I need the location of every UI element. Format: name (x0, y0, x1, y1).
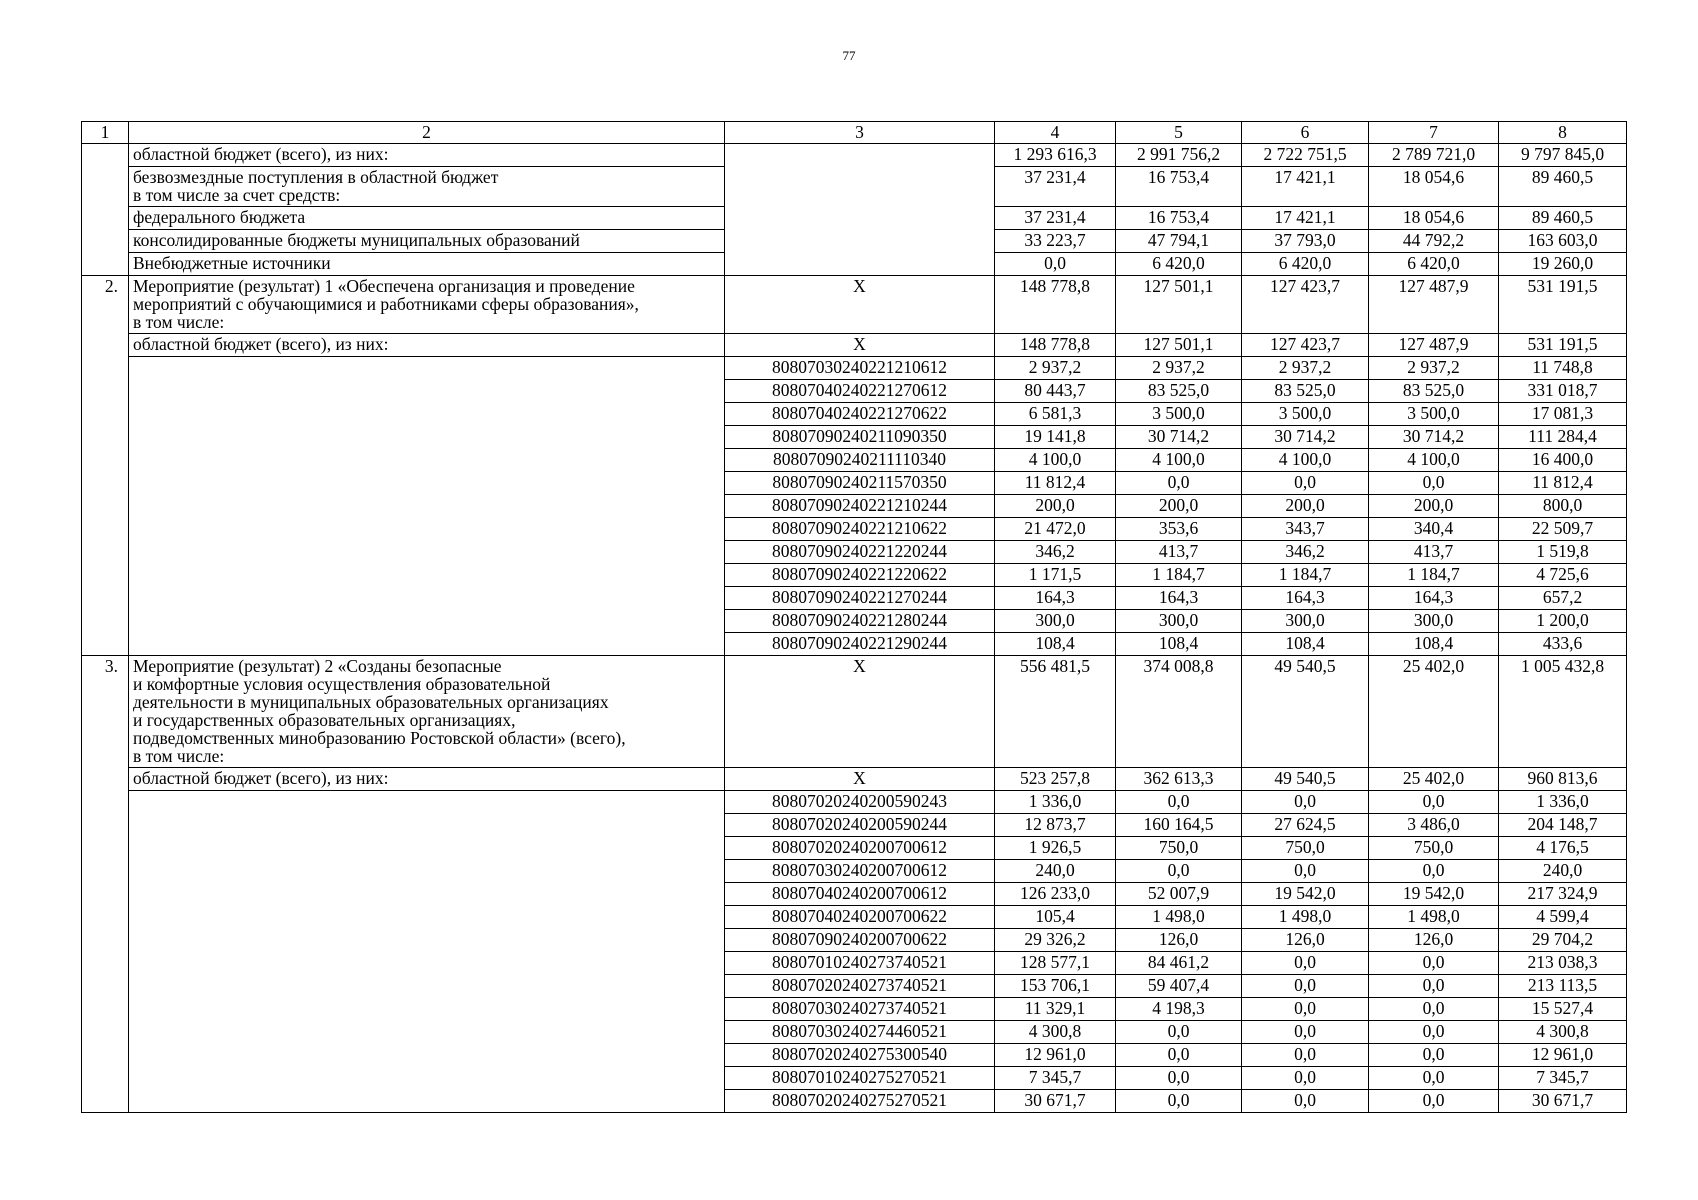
measure-title-cell (129, 656, 725, 768)
value-cell-col8: 22 509,7 (1499, 518, 1627, 541)
value-cell-col7: 18 054,6 (1369, 167, 1499, 207)
value-cell-col7: 4 100,0 (1369, 449, 1499, 472)
value-cell-col4: 200,0 (995, 495, 1116, 518)
label-cell (129, 791, 725, 1113)
value-cell-col5: 127 501,1 (1116, 276, 1242, 334)
header-cell-7: 7 (1369, 122, 1499, 144)
value-cell-col8: 15 527,4 (1499, 998, 1627, 1021)
budget-code-cell: 80807090240221210622 (725, 518, 995, 541)
value-cell-col5: 0,0 (1116, 1021, 1242, 1044)
value-cell-col6: 17 421,1 (1242, 207, 1369, 230)
header-cell-2: 2 (129, 122, 725, 144)
value-cell-col8: 331 018,7 (1499, 380, 1627, 403)
value-cell-col4: 29 326,2 (995, 929, 1116, 952)
value-cell-col4: 164,3 (995, 587, 1116, 610)
value-cell-col8: 19 260,0 (1499, 253, 1627, 276)
title-line: подведомственных минобразованию Ростовской области» (всего), (133, 728, 626, 748)
value-cell-col7: 3 486,0 (1369, 814, 1499, 837)
budget-code-cell: 80807090240221220622 (725, 564, 995, 587)
value-cell-col4: 4 300,8 (995, 1021, 1116, 1044)
value-cell-col7: 0,0 (1369, 998, 1499, 1021)
group3-code-row (82, 791, 1627, 814)
value-cell-col7: 83 525,0 (1369, 380, 1499, 403)
title-line: в том числе: (133, 312, 225, 332)
value-cell-col7: 1 498,0 (1369, 906, 1499, 929)
group2-subtotal-row (82, 334, 1627, 357)
value-cell-col5: 2 937,2 (1116, 357, 1242, 380)
value-cell-col6: 127 423,7 (1242, 334, 1369, 357)
value-cell-col5: 16 753,4 (1116, 207, 1242, 230)
value-cell-col8: 1 005 432,8 (1499, 656, 1627, 768)
title-line: Мероприятие (результат) 2 «Созданы безопасные (133, 656, 502, 676)
header-cell-5: 5 (1116, 122, 1242, 144)
value-cell-col5: 127 501,1 (1116, 334, 1242, 357)
budget-code-cell: 80807020240273740521 (725, 975, 995, 998)
value-cell-col8: 1 519,8 (1499, 541, 1627, 564)
value-cell-col5: 413,7 (1116, 541, 1242, 564)
value-cell-col6: 27 624,5 (1242, 814, 1369, 837)
value-cell-col8: 12 961,0 (1499, 1044, 1627, 1067)
budget-code-cell: 80807090240211110340 (725, 449, 995, 472)
value-cell-col4: 346,2 (995, 541, 1116, 564)
title-line: деятельности в муниципальных образовательных организациях (133, 692, 609, 712)
value-cell-col7: 44 792,2 (1369, 230, 1499, 253)
value-cell-col4: 0,0 (995, 253, 1116, 276)
label-cell (129, 207, 725, 230)
budget-code-cell: 80807030240221210612 (725, 357, 995, 380)
value-cell-col5: 374 008,8 (1116, 656, 1242, 768)
value-cell-col8: 433,6 (1499, 633, 1627, 656)
group1-row (82, 144, 1627, 167)
value-cell-col6: 49 540,5 (1242, 656, 1369, 768)
value-cell-col7: 340,4 (1369, 518, 1499, 541)
budget-code-cell: 80807090240211570350 (725, 472, 995, 495)
header-cell-8: 8 (1499, 122, 1627, 144)
value-cell-col8: 531 191,5 (1499, 334, 1627, 357)
code-cell: Х (725, 276, 995, 334)
value-cell-col4: 2 937,2 (995, 357, 1116, 380)
value-cell-col6: 346,2 (1242, 541, 1369, 564)
value-cell-col4: 7 345,7 (995, 1067, 1116, 1090)
value-cell-col7: 0,0 (1369, 975, 1499, 998)
value-cell-col7: 0,0 (1369, 791, 1499, 814)
page-number: 77 (842, 48, 856, 63)
measure-title-cell (129, 276, 725, 334)
value-cell-col4: 6 581,3 (995, 403, 1116, 426)
value-cell-col4: 19 141,8 (995, 426, 1116, 449)
value-cell-col4: 1 171,5 (995, 564, 1116, 587)
value-cell-col4: 1 293 616,3 (995, 144, 1116, 167)
value-cell-col5: 59 407,4 (1116, 975, 1242, 998)
value-cell-col5: 1 498,0 (1116, 906, 1242, 929)
value-cell-col4: 1 926,5 (995, 837, 1116, 860)
value-cell-col6: 4 100,0 (1242, 449, 1369, 472)
value-cell-col7: 25 402,0 (1369, 656, 1499, 768)
budget-table (81, 121, 1627, 1113)
budget-code-cell: 80807090240221290244 (725, 633, 995, 656)
value-cell-col6: 37 793,0 (1242, 230, 1369, 253)
value-cell-col5: 200,0 (1116, 495, 1242, 518)
value-cell-col6: 6 420,0 (1242, 253, 1369, 276)
value-cell-col8: 657,2 (1499, 587, 1627, 610)
value-cell-col7: 0,0 (1369, 1067, 1499, 1090)
value-cell-col8: 11 748,8 (1499, 357, 1627, 380)
value-cell-col4: 80 443,7 (995, 380, 1116, 403)
code-cell: Х (725, 768, 995, 791)
value-cell-col7: 750,0 (1369, 837, 1499, 860)
value-cell-col7: 0,0 (1369, 472, 1499, 495)
value-cell-col7: 30 714,2 (1369, 426, 1499, 449)
value-cell-col8: 213 113,5 (1499, 975, 1627, 998)
value-cell-col6: 127 423,7 (1242, 276, 1369, 334)
value-cell-col4: 37 231,4 (995, 167, 1116, 207)
value-cell-col5: 750,0 (1116, 837, 1242, 860)
value-cell-col8: 4 300,8 (1499, 1021, 1627, 1044)
value-cell-col4: 148 778,8 (995, 276, 1116, 334)
budget-code-cell: 80807030240273740521 (725, 998, 995, 1021)
value-cell-col7: 200,0 (1369, 495, 1499, 518)
value-cell-col6: 343,7 (1242, 518, 1369, 541)
value-cell-col7: 413,7 (1369, 541, 1499, 564)
value-cell-col6: 2 937,2 (1242, 357, 1369, 380)
value-cell-col7: 164,3 (1369, 587, 1499, 610)
code-cell: Х (725, 656, 995, 768)
value-cell-col4: 37 231,4 (995, 207, 1116, 230)
value-cell-col7: 108,4 (1369, 633, 1499, 656)
group2-title-row (82, 276, 1627, 334)
value-cell-col8: 1 336,0 (1499, 791, 1627, 814)
index-cell: 3. (82, 656, 129, 1113)
value-cell-col6: 0,0 (1242, 1021, 1369, 1044)
value-cell-col6: 0,0 (1242, 1067, 1369, 1090)
value-cell-col5: 6 420,0 (1116, 253, 1242, 276)
title-line: и комфортные условия осуществления образовательной (133, 674, 551, 694)
value-cell-col4: 523 257,8 (995, 768, 1116, 791)
value-cell-col5: 4 100,0 (1116, 449, 1242, 472)
value-cell-col8: 4 599,4 (1499, 906, 1627, 929)
budget-code-cell: 80807090240200700622 (725, 929, 995, 952)
index-cell (82, 144, 129, 276)
value-cell-col7: 0,0 (1369, 952, 1499, 975)
value-cell-col6: 30 714,2 (1242, 426, 1369, 449)
value-cell-col5: 84 461,2 (1116, 952, 1242, 975)
value-cell-col5: 47 794,1 (1116, 230, 1242, 253)
value-cell-col4: 300,0 (995, 610, 1116, 633)
budget-code-cell: 80807010240273740521 (725, 952, 995, 975)
value-cell-col4: 148 778,8 (995, 334, 1116, 357)
value-cell-col5: 0,0 (1116, 1090, 1242, 1113)
budget-code-cell: 80807040240221270622 (725, 403, 995, 426)
budget-code-cell: 80807090240221270244 (725, 587, 995, 610)
label-cell (129, 144, 725, 167)
value-cell-col7: 19 542,0 (1369, 883, 1499, 906)
value-cell-col4: 128 577,1 (995, 952, 1116, 975)
header-cell-4: 4 (995, 122, 1116, 144)
budget-code-cell: 80807010240275270521 (725, 1067, 995, 1090)
value-cell-col7: 0,0 (1369, 1044, 1499, 1067)
group3-subtotal-row (82, 768, 1627, 791)
value-cell-col7: 127 487,9 (1369, 276, 1499, 334)
value-cell-col6: 0,0 (1242, 791, 1369, 814)
value-cell-col8: 7 345,7 (1499, 1067, 1627, 1090)
value-cell-col8: 111 284,4 (1499, 426, 1627, 449)
value-cell-col7: 18 054,6 (1369, 207, 1499, 230)
budget-code-cell: 80807020240200700612 (725, 837, 995, 860)
budget-code-cell: 80807020240200590244 (725, 814, 995, 837)
index-cell: 2. (82, 276, 129, 656)
value-cell-col4: 105,4 (995, 906, 1116, 929)
value-cell-col8: 240,0 (1499, 860, 1627, 883)
label-line: федерального бюджета (133, 207, 306, 227)
value-cell-col8: 4 176,5 (1499, 837, 1627, 860)
value-cell-col6: 17 421,1 (1242, 167, 1369, 207)
label-line: безвозмездные поступления в областной бюджет (133, 167, 499, 187)
value-cell-col5: 3 500,0 (1116, 403, 1242, 426)
label-cell: областной бюджет (всего), из них: (129, 768, 725, 791)
header-cell-6: 6 (1242, 122, 1369, 144)
value-cell-col4: 11 812,4 (995, 472, 1116, 495)
value-cell-col6: 0,0 (1242, 1090, 1369, 1113)
value-cell-col6: 108,4 (1242, 633, 1369, 656)
value-cell-col6: 3 500,0 (1242, 403, 1369, 426)
value-cell-col8: 204 148,7 (1499, 814, 1627, 837)
value-cell-col7: 2 789 721,0 (1369, 144, 1499, 167)
value-cell-col7: 3 500,0 (1369, 403, 1499, 426)
value-cell-col8: 11 812,4 (1499, 472, 1627, 495)
value-cell-col5: 362 613,3 (1116, 768, 1242, 791)
label-cell: областной бюджет (всего), из них: (129, 334, 725, 357)
value-cell-col7: 6 420,0 (1369, 253, 1499, 276)
value-cell-col7: 1 184,7 (1369, 564, 1499, 587)
value-cell-col4: 12 873,7 (995, 814, 1116, 837)
value-cell-col8: 531 191,5 (1499, 276, 1627, 334)
value-cell-col5: 52 007,9 (1116, 883, 1242, 906)
value-cell-col5: 0,0 (1116, 791, 1242, 814)
budget-code-cell: 80807090240221220244 (725, 541, 995, 564)
header-cell-3: 3 (725, 122, 995, 144)
value-cell-col8: 800,0 (1499, 495, 1627, 518)
budget-code-cell: 80807090240211090350 (725, 426, 995, 449)
value-cell-col7: 127 487,9 (1369, 334, 1499, 357)
value-cell-col4: 1 336,0 (995, 791, 1116, 814)
value-cell-col7: 0,0 (1369, 1021, 1499, 1044)
value-cell-col8: 217 324,9 (1499, 883, 1627, 906)
code-cell: Х (725, 334, 995, 357)
label-cell (129, 167, 725, 207)
value-cell-col4: 126 233,0 (995, 883, 1116, 906)
value-cell-col8: 16 400,0 (1499, 449, 1627, 472)
budget-code-cell: 80807090240221280244 (725, 610, 995, 633)
value-cell-col7: 2 937,2 (1369, 357, 1499, 380)
value-cell-col5: 83 525,0 (1116, 380, 1242, 403)
value-cell-col7: 25 402,0 (1369, 768, 1499, 791)
value-cell-col6: 0,0 (1242, 1044, 1369, 1067)
value-cell-col8: 9 797 845,0 (1499, 144, 1627, 167)
title-line: и государственных образовательных организациях, (133, 710, 516, 730)
value-cell-col7: 300,0 (1369, 610, 1499, 633)
value-cell-col5: 0,0 (1116, 472, 1242, 495)
budget-code-cell: 80807040240200700622 (725, 906, 995, 929)
value-cell-col6: 750,0 (1242, 837, 1369, 860)
value-cell-col8: 89 460,5 (1499, 167, 1627, 207)
label-cell (129, 253, 725, 276)
value-cell-col5: 126,0 (1116, 929, 1242, 952)
value-cell-col6: 0,0 (1242, 952, 1369, 975)
value-cell-col6: 164,3 (1242, 587, 1369, 610)
value-cell-col5: 2 991 756,2 (1116, 144, 1242, 167)
value-cell-col4: 12 961,0 (995, 1044, 1116, 1067)
value-cell-col5: 300,0 (1116, 610, 1242, 633)
value-cell-col6: 300,0 (1242, 610, 1369, 633)
value-cell-col6: 0,0 (1242, 975, 1369, 998)
value-cell-col6: 2 722 751,5 (1242, 144, 1369, 167)
value-cell-col4: 556 481,5 (995, 656, 1116, 768)
value-cell-col4: 21 472,0 (995, 518, 1116, 541)
budget-code-cell: 80807040240221270612 (725, 380, 995, 403)
title-line: Мероприятие (результат) 1 «Обеспечена организация и проведение (133, 276, 635, 296)
group2-code-row (82, 357, 1627, 380)
value-cell-col8: 960 813,6 (1499, 768, 1627, 791)
value-cell-col8: 30 671,7 (1499, 1090, 1627, 1113)
budget-table-body (82, 122, 1627, 1113)
value-cell-col8: 89 460,5 (1499, 207, 1627, 230)
header-row (82, 122, 1627, 144)
value-cell-col5: 16 753,4 (1116, 167, 1242, 207)
budget-code-cell: 80807090240221210244 (725, 495, 995, 518)
budget-code-cell: 80807030240274460521 (725, 1021, 995, 1044)
value-cell-col8: 1 200,0 (1499, 610, 1627, 633)
value-cell-col7: 0,0 (1369, 860, 1499, 883)
value-cell-col6: 1 184,7 (1242, 564, 1369, 587)
label-line: Внебюджетные источники (133, 253, 331, 273)
value-cell-col5: 353,6 (1116, 518, 1242, 541)
value-cell-col5: 0,0 (1116, 860, 1242, 883)
value-cell-col4: 30 671,7 (995, 1090, 1116, 1113)
value-cell-col4: 11 329,1 (995, 998, 1116, 1021)
value-cell-col6: 49 540,5 (1242, 768, 1369, 791)
value-cell-col5: 108,4 (1116, 633, 1242, 656)
title-line: мероприятий с обучающимися и работниками сферы образования», (133, 294, 639, 314)
code-cell (725, 144, 995, 276)
value-cell-col6: 0,0 (1242, 472, 1369, 495)
budget-code-cell: 80807020240275270521 (725, 1090, 995, 1113)
value-cell-col6: 200,0 (1242, 495, 1369, 518)
value-cell-col8: 29 704,2 (1499, 929, 1627, 952)
label-line: консолидированные бюджеты муниципальных образований (133, 230, 580, 250)
value-cell-col7: 126,0 (1369, 929, 1499, 952)
value-cell-col5: 0,0 (1116, 1044, 1242, 1067)
budget-code-cell: 80807020240275300540 (725, 1044, 995, 1067)
value-cell-col5: 0,0 (1116, 1067, 1242, 1090)
value-cell-col5: 30 714,2 (1116, 426, 1242, 449)
label-line: областной бюджет (всего), из них: (133, 144, 389, 164)
value-cell-col5: 1 184,7 (1116, 564, 1242, 587)
label-cell (129, 230, 725, 253)
group3-title-row (82, 656, 1627, 768)
value-cell-col5: 160 164,5 (1116, 814, 1242, 837)
label-cell (129, 357, 725, 656)
value-cell-col6: 19 542,0 (1242, 883, 1369, 906)
value-cell-col4: 240,0 (995, 860, 1116, 883)
value-cell-col8: 17 081,3 (1499, 403, 1627, 426)
budget-code-cell: 80807030240200700612 (725, 860, 995, 883)
budget-code-cell: 80807020240200590243 (725, 791, 995, 814)
value-cell-col7: 0,0 (1369, 1090, 1499, 1113)
value-cell-col6: 0,0 (1242, 860, 1369, 883)
value-cell-col6: 1 498,0 (1242, 906, 1369, 929)
value-cell-col8: 4 725,6 (1499, 564, 1627, 587)
value-cell-col6: 83 525,0 (1242, 380, 1369, 403)
label-line: в том числе за счет средств: (133, 185, 341, 205)
value-cell-col5: 4 198,3 (1116, 998, 1242, 1021)
header-cell-1: 1 (82, 122, 129, 144)
value-cell-col4: 33 223,7 (995, 230, 1116, 253)
value-cell-col4: 4 100,0 (995, 449, 1116, 472)
value-cell-col6: 0,0 (1242, 998, 1369, 1021)
value-cell-col5: 164,3 (1116, 587, 1242, 610)
value-cell-col8: 213 038,3 (1499, 952, 1627, 975)
value-cell-col6: 126,0 (1242, 929, 1369, 952)
budget-code-cell: 80807040240200700612 (725, 883, 995, 906)
value-cell-col4: 108,4 (995, 633, 1116, 656)
value-cell-col4: 153 706,1 (995, 975, 1116, 998)
value-cell-col8: 163 603,0 (1499, 230, 1627, 253)
title-line: в том числе: (133, 746, 225, 766)
